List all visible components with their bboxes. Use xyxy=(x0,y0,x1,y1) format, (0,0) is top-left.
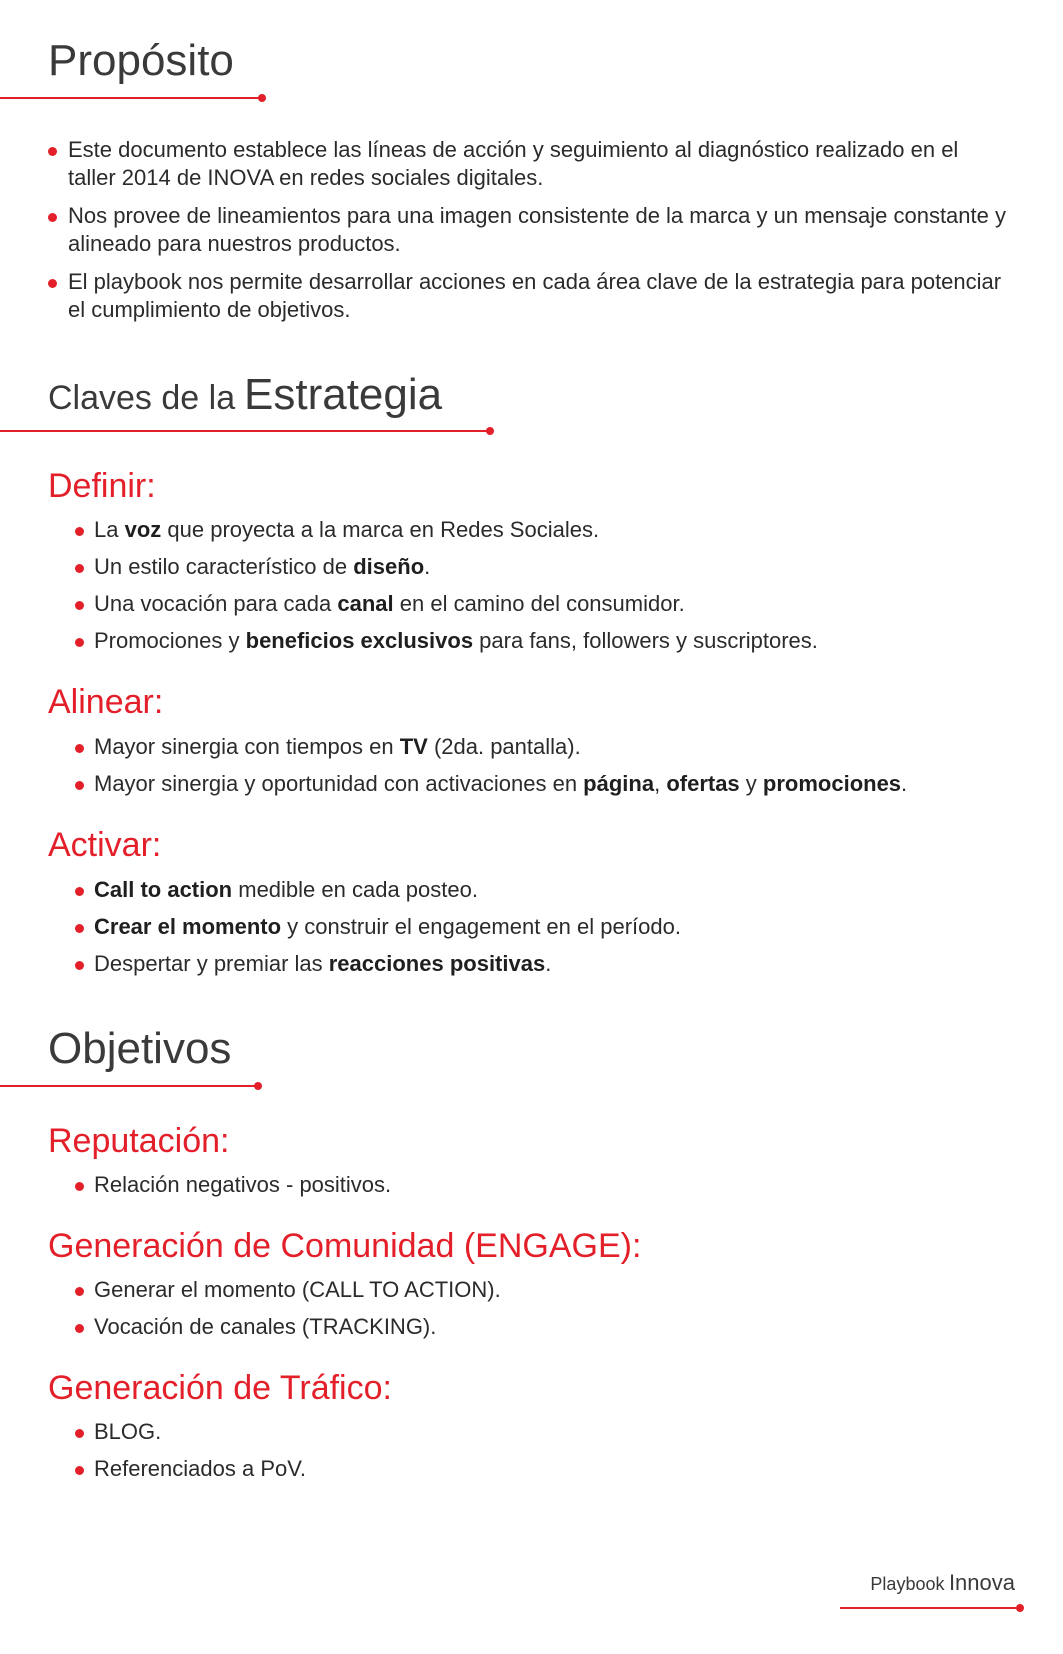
item-text: . xyxy=(424,554,431,579)
item-text: medible en cada posteo. xyxy=(232,877,478,902)
item-text: y xyxy=(739,771,763,796)
list-item xyxy=(75,516,1025,544)
item-text: Vocación de canales (TRACKING). xyxy=(94,1314,437,1339)
item-text: BLOG. xyxy=(94,1419,162,1444)
item-text: Relación negativos - positivos. xyxy=(94,1172,392,1197)
title-part-small: Claves de la xyxy=(48,379,236,417)
bullet-dot-icon xyxy=(75,924,84,933)
proposito-bullet-list xyxy=(48,136,1008,334)
alinear-list xyxy=(75,733,1025,807)
subheading-activar: Activar: xyxy=(48,826,162,864)
list-item xyxy=(48,202,1008,258)
item-text: . xyxy=(901,771,908,796)
bullet-dot-icon xyxy=(75,1429,84,1438)
item-text: , xyxy=(654,771,667,796)
item-emphasis: promociones xyxy=(762,771,902,796)
item-text: Despertar y premiar las xyxy=(94,951,329,976)
item-text: y construir el engagement en el período. xyxy=(281,914,681,939)
bullet-dot-icon xyxy=(75,601,84,610)
subheading-reputacion: Reputación: xyxy=(48,1122,230,1160)
subheading-trafico: Generación de Tráfico: xyxy=(48,1369,392,1407)
list-item xyxy=(48,268,1008,324)
item-text: Un estilo característico de xyxy=(94,554,354,579)
comunidad-list xyxy=(75,1276,1025,1350)
section-rule xyxy=(0,97,262,99)
item-emphasis: voz xyxy=(124,517,162,542)
item-text: en el camino del consumidor. xyxy=(393,591,685,616)
bullet-dot-icon xyxy=(48,279,57,288)
bullet-dot-icon xyxy=(75,961,84,970)
item-emphasis: beneficios exclusivos xyxy=(245,628,474,653)
list-item xyxy=(75,1313,1025,1341)
bullet-text: El playbook nos permite desarrollar acciones en cada área clave de la estrategia para potenciar el cumplimiento de objetivos. xyxy=(68,269,1002,322)
item-text: para fans, followers y suscriptores. xyxy=(473,628,818,653)
definir-list xyxy=(75,516,1025,664)
bullet-dot-icon xyxy=(48,213,57,222)
item-emphasis: página xyxy=(583,771,655,796)
bullet-dot-icon xyxy=(75,887,84,896)
bullet-dot-icon xyxy=(75,781,84,790)
list-item xyxy=(75,1418,1025,1446)
footer-text-playbook: Playbook xyxy=(870,1574,945,1594)
footer-brand xyxy=(870,1570,1015,1596)
item-text: Mayor sinergia con tiempos en xyxy=(94,734,400,759)
title-part-large: Estrategia xyxy=(244,370,443,419)
list-item xyxy=(75,1276,1025,1304)
item-text: Una vocación para cada xyxy=(94,591,338,616)
subheading-comunidad: Generación de Comunidad (ENGAGE): xyxy=(48,1227,642,1265)
list-item xyxy=(75,913,1025,941)
section-rule xyxy=(0,430,490,432)
bullet-dot-icon xyxy=(75,1182,84,1191)
list-item xyxy=(75,1171,1025,1199)
section-title-proposito: Propósito xyxy=(48,36,234,85)
footer-rule xyxy=(840,1607,1020,1609)
item-emphasis: reacciones positivas xyxy=(328,951,546,976)
activar-list xyxy=(75,876,1025,987)
item-emphasis: Call to action xyxy=(94,877,233,902)
section-title-claves xyxy=(48,370,442,420)
item-emphasis: ofertas xyxy=(666,771,740,796)
bullet-dot-icon xyxy=(75,1287,84,1296)
item-emphasis: canal xyxy=(337,591,394,616)
list-item xyxy=(48,136,1008,192)
item-text: que proyecta a la marca en Redes Sociales. xyxy=(161,517,600,542)
item-text: Mayor sinergia y oportunidad con activaciones en xyxy=(94,771,584,796)
item-text: . xyxy=(545,951,552,976)
list-item xyxy=(75,1455,1025,1483)
bullet-dot-icon xyxy=(75,564,84,573)
bullet-dot-icon xyxy=(75,1466,84,1475)
item-text: Promociones y xyxy=(94,628,246,653)
footer-text-innova: Innova xyxy=(948,1570,1015,1595)
item-text: La xyxy=(94,517,125,542)
bullet-text: Nos provee de lineamientos para una imagen consistente de la marca y un mensaje constante y alineado para nuestros productos. xyxy=(68,203,1006,256)
bullet-dot-icon xyxy=(75,527,84,536)
list-item xyxy=(75,553,1025,581)
section-title-objetivos: Objetivos xyxy=(48,1024,232,1073)
bullet-dot-icon xyxy=(75,1324,84,1333)
item-text: Referenciados a PoV. xyxy=(94,1456,306,1481)
reputacion-list xyxy=(75,1171,1025,1208)
item-emphasis: Crear el momento xyxy=(94,914,282,939)
list-item xyxy=(75,770,1025,798)
section-rule xyxy=(0,1085,258,1087)
subheading-alinear: Alinear: xyxy=(48,683,164,721)
list-item xyxy=(75,950,1025,978)
item-emphasis: diseño xyxy=(353,554,425,579)
list-item xyxy=(75,627,1025,655)
item-text: Generar el momento (CALL TO ACTION). xyxy=(94,1277,501,1302)
list-item xyxy=(75,733,1025,761)
bullet-dot-icon xyxy=(75,638,84,647)
item-text: (2da. pantalla). xyxy=(427,734,581,759)
bullet-dot-icon xyxy=(48,147,57,156)
item-emphasis: TV xyxy=(399,734,428,759)
list-item xyxy=(75,590,1025,618)
list-item xyxy=(75,876,1025,904)
bullet-dot-icon xyxy=(75,744,84,753)
subheading-definir: Definir: xyxy=(48,467,156,505)
bullet-text: Este documento establece las líneas de acción y seguimiento al diagnóstico realizado en el taller 2014 de INOVA en redes sociales digitales. xyxy=(68,137,959,190)
trafico-list xyxy=(75,1418,1025,1492)
